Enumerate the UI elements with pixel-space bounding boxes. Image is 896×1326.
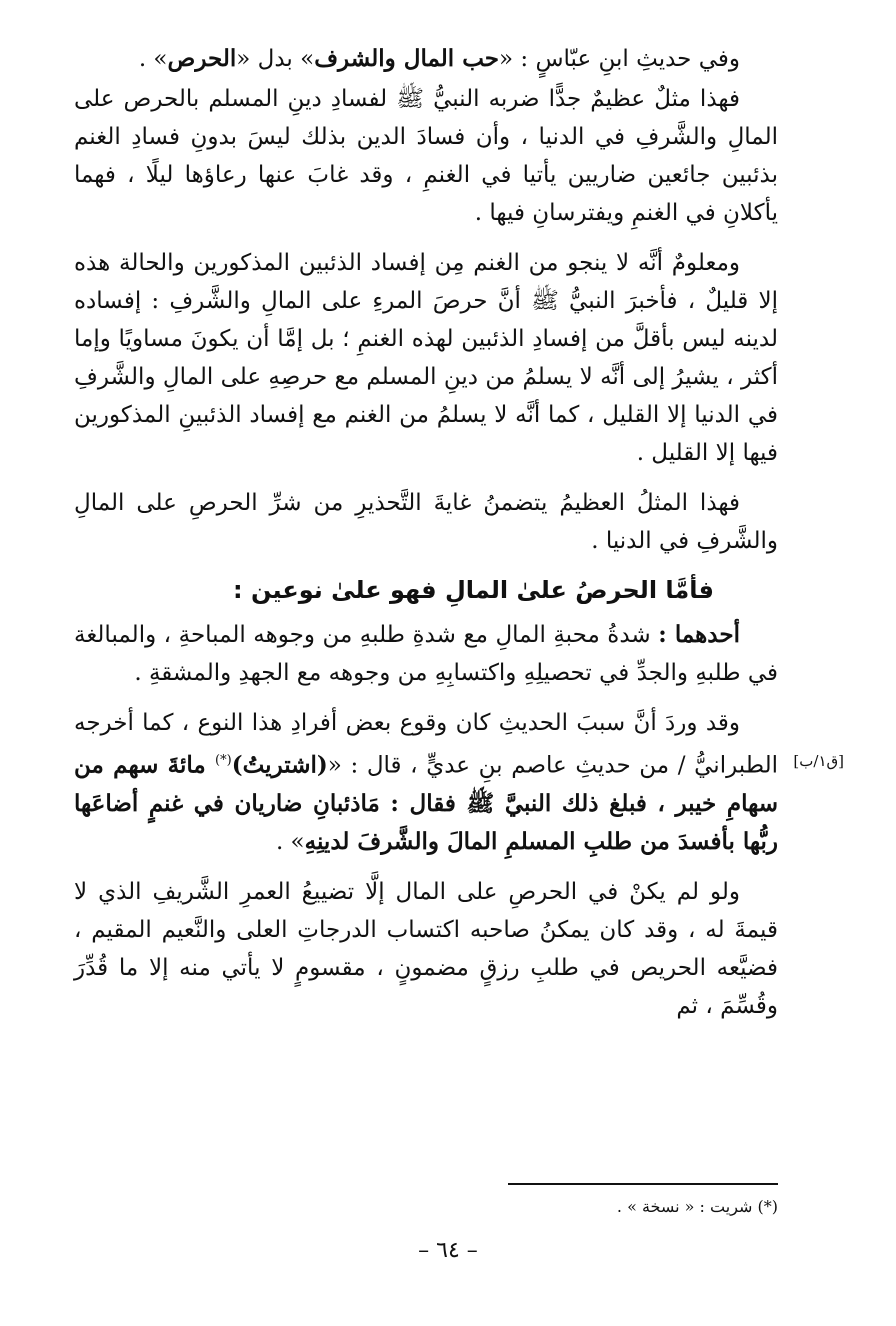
paragraph-3: ومعلومٌ أنَّه لا ينجو من الغنم مِن إفساد الذئبين المذكورين والحالة هذه إلا قليلٌ ، فأخبرَ النبيُّ ﷺ أنَّ حرصَ المرءِ على المالِ والشَّرفِ : إفساده لدينه ليس بأقلَّ من إفسادِ الذئبين لهذه الغنمِ ؛ بل إمَّا أن يكونَ مساويًا وإما أكثر ، يشيرُ إلى أنَّه لا يسلمُ من دينِ المسلم مع حرصِهِ على المالِ والشَّرفِ في الدنيا إلا القليل ، كما أنَّه لا يسلمُ من الغنم مع إفساد الذئبينِ المذكورين فيها إلا القليل . (74, 250, 778, 466)
paragraph-6 (74, 704, 844, 861)
bold-quote: الحرص (167, 45, 237, 72)
margin-note: [ق١/ب] (793, 752, 844, 770)
paragraph-7: ولو لم يكنْ في الحرصِ على المال إلَّا تضييعُ العمرِ الشَّريفِ الذي لا قيمةَ له ، وقد كان يمكنُ صاحبه اكتساب الدرجاتِ العلى والنَّعيم المقيم ، فضيَّعه الحريص في طلبِ رزقٍ مضمونٍ ، مقسومٍ لا يأتي منه إلا ما قُدِّرَ وقُسِّمَ ، ثم (74, 878, 778, 1019)
paragraph-4: فهذا المثلُ العظيمُ يتضمنُ غايةَ التَّحذيرِ من شرِّ الحرصِ على المالِ والشَّرفِ في الدنيا . (74, 490, 778, 554)
paragraph-2: فهذا مثلٌ عظيمٌ جدًّا ضربه النبيُّ ﷺ لفسادِ دينِ المسلم بالحرص على المالِ والشَّرفِ في الدنيا ، وأن فسادَ الدين بذلك ليسَ بدونِ فسادِ الغنم بذئبين جائعين ضاريين يأتيا في الغنمِ ، وقد غابَ عنها رعاؤها ليلًا ، فهما يأكلانِ في الغنمِ ويفترسانِ فيها . (74, 86, 778, 226)
paragraph-1 (74, 40, 778, 78)
bold-quote: مائةَ سهم من سهامِ خيبر ، فبلغ ذلك النبيَّ ﷺ فقال : مَاذئبانِ ضاريان في غنمٍ أضاعَها ربُّها بأفسدَ من طلبِ المسلمِ المالَ والشَّرفَ لدينِهِ (74, 751, 778, 855)
bold-quote: حب المال والشرف (314, 45, 500, 72)
page-body (74, 40, 844, 1025)
footnote: (*) شريت : « نسخة » . (616, 1197, 778, 1216)
text-segment: » بدل « (236, 46, 315, 72)
footnote-divider (508, 1183, 778, 1185)
bold-quote: (اشتريتُ) (231, 751, 328, 779)
section-heading: فأمَّا الحرصُ علىٰ المالِ فهو علىٰ نوعين : (233, 576, 714, 604)
text-segment: شدةُ محبةِ المالِ مع شدةِ طلبهِ من وجوهه المباحةِ ، والمبالغة في طلبهِ والجدِّ في تحصيلِهِ واكتسابِهِ من وجوهه مع الجهدِ والمشقةِ . (74, 622, 778, 686)
page-number: – ٦٤ – (418, 1238, 478, 1263)
text-segment: وفي حديثِ ابنِ عبّاسٍ : « (499, 46, 740, 72)
bold-lead: أحدهما : (658, 621, 740, 648)
text-segment: » . (275, 828, 305, 855)
text-segment: وقد وردَ أنَّ سببَ الحديثِ كان وقوع بعض أفرادِ هذا النوع ، كما أخرجه الطبرانيُّ / من حديثِ عاصم بنِ عديٍّ ، قال : « (74, 710, 778, 779)
footnote-marker: (*) (215, 753, 232, 768)
text-segment: » . (138, 46, 168, 72)
paragraph-5 (74, 616, 778, 692)
